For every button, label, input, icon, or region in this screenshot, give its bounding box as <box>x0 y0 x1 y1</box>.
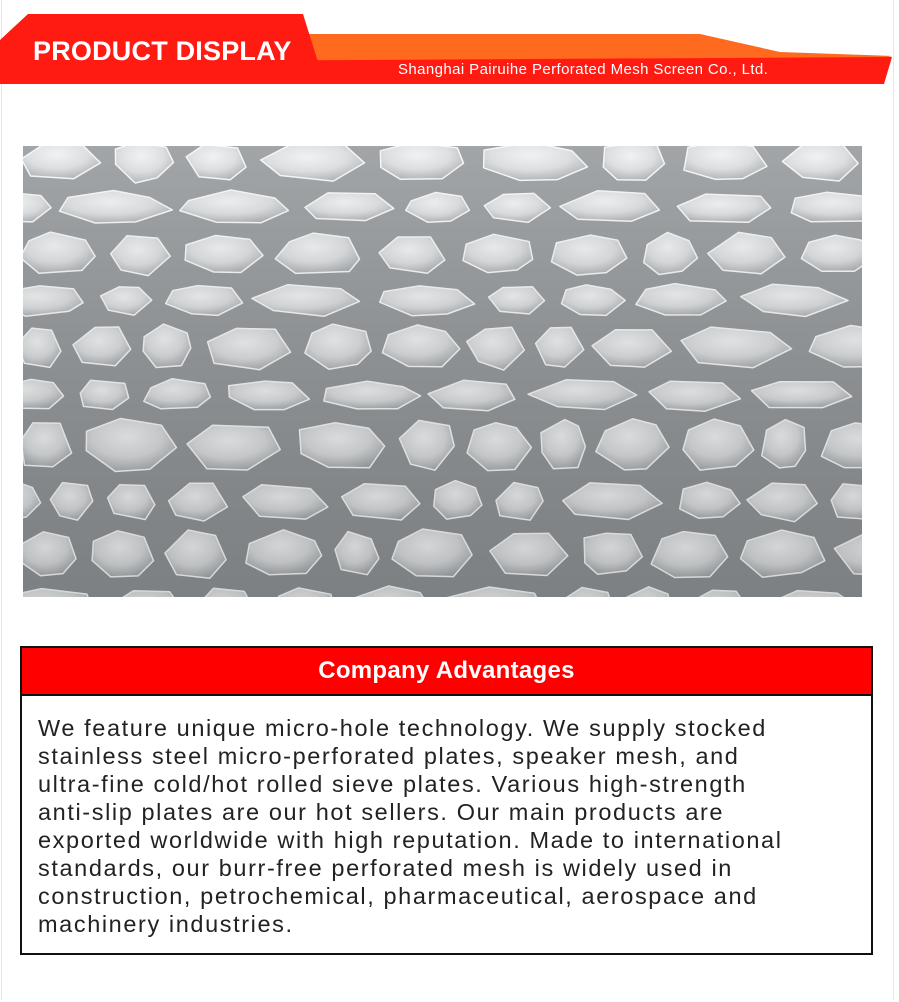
advantages-line: machinery industries. <box>38 911 294 937</box>
advantages-line: We feature unique micro-hole technology. We supply stocked <box>38 715 767 741</box>
advantages-box <box>20 646 873 955</box>
advantages-title: Company Advantages <box>318 657 575 684</box>
product-image <box>23 146 862 597</box>
advantages-line: anti-slip plates are our hot sellers. Our main products are <box>38 799 725 825</box>
company-name: Shanghai Pairuihe Perforated Mesh Screen Co., Ltd. <box>398 61 769 78</box>
advantages-header <box>22 648 871 696</box>
advantages-line: stainless steel micro-perforated plates, speaker mesh, and <box>38 743 740 769</box>
section-header-banner <box>0 0 899 90</box>
page-title: PRODUCT DISPLAY <box>33 36 292 66</box>
advantages-text <box>38 714 838 938</box>
advantages-line: construction, petrochemical, pharmaceutical, aerospace and <box>38 883 758 909</box>
embossed-plate-pattern <box>23 146 862 597</box>
advantages-line: ultra-fine cold/hot rolled sieve plates. Various high-strength <box>38 771 747 797</box>
advantages-line: standards, our burr-free perforated mesh is widely used in <box>38 855 733 881</box>
advantages-line: exported worldwide with high reputation. Made to international <box>38 827 783 853</box>
